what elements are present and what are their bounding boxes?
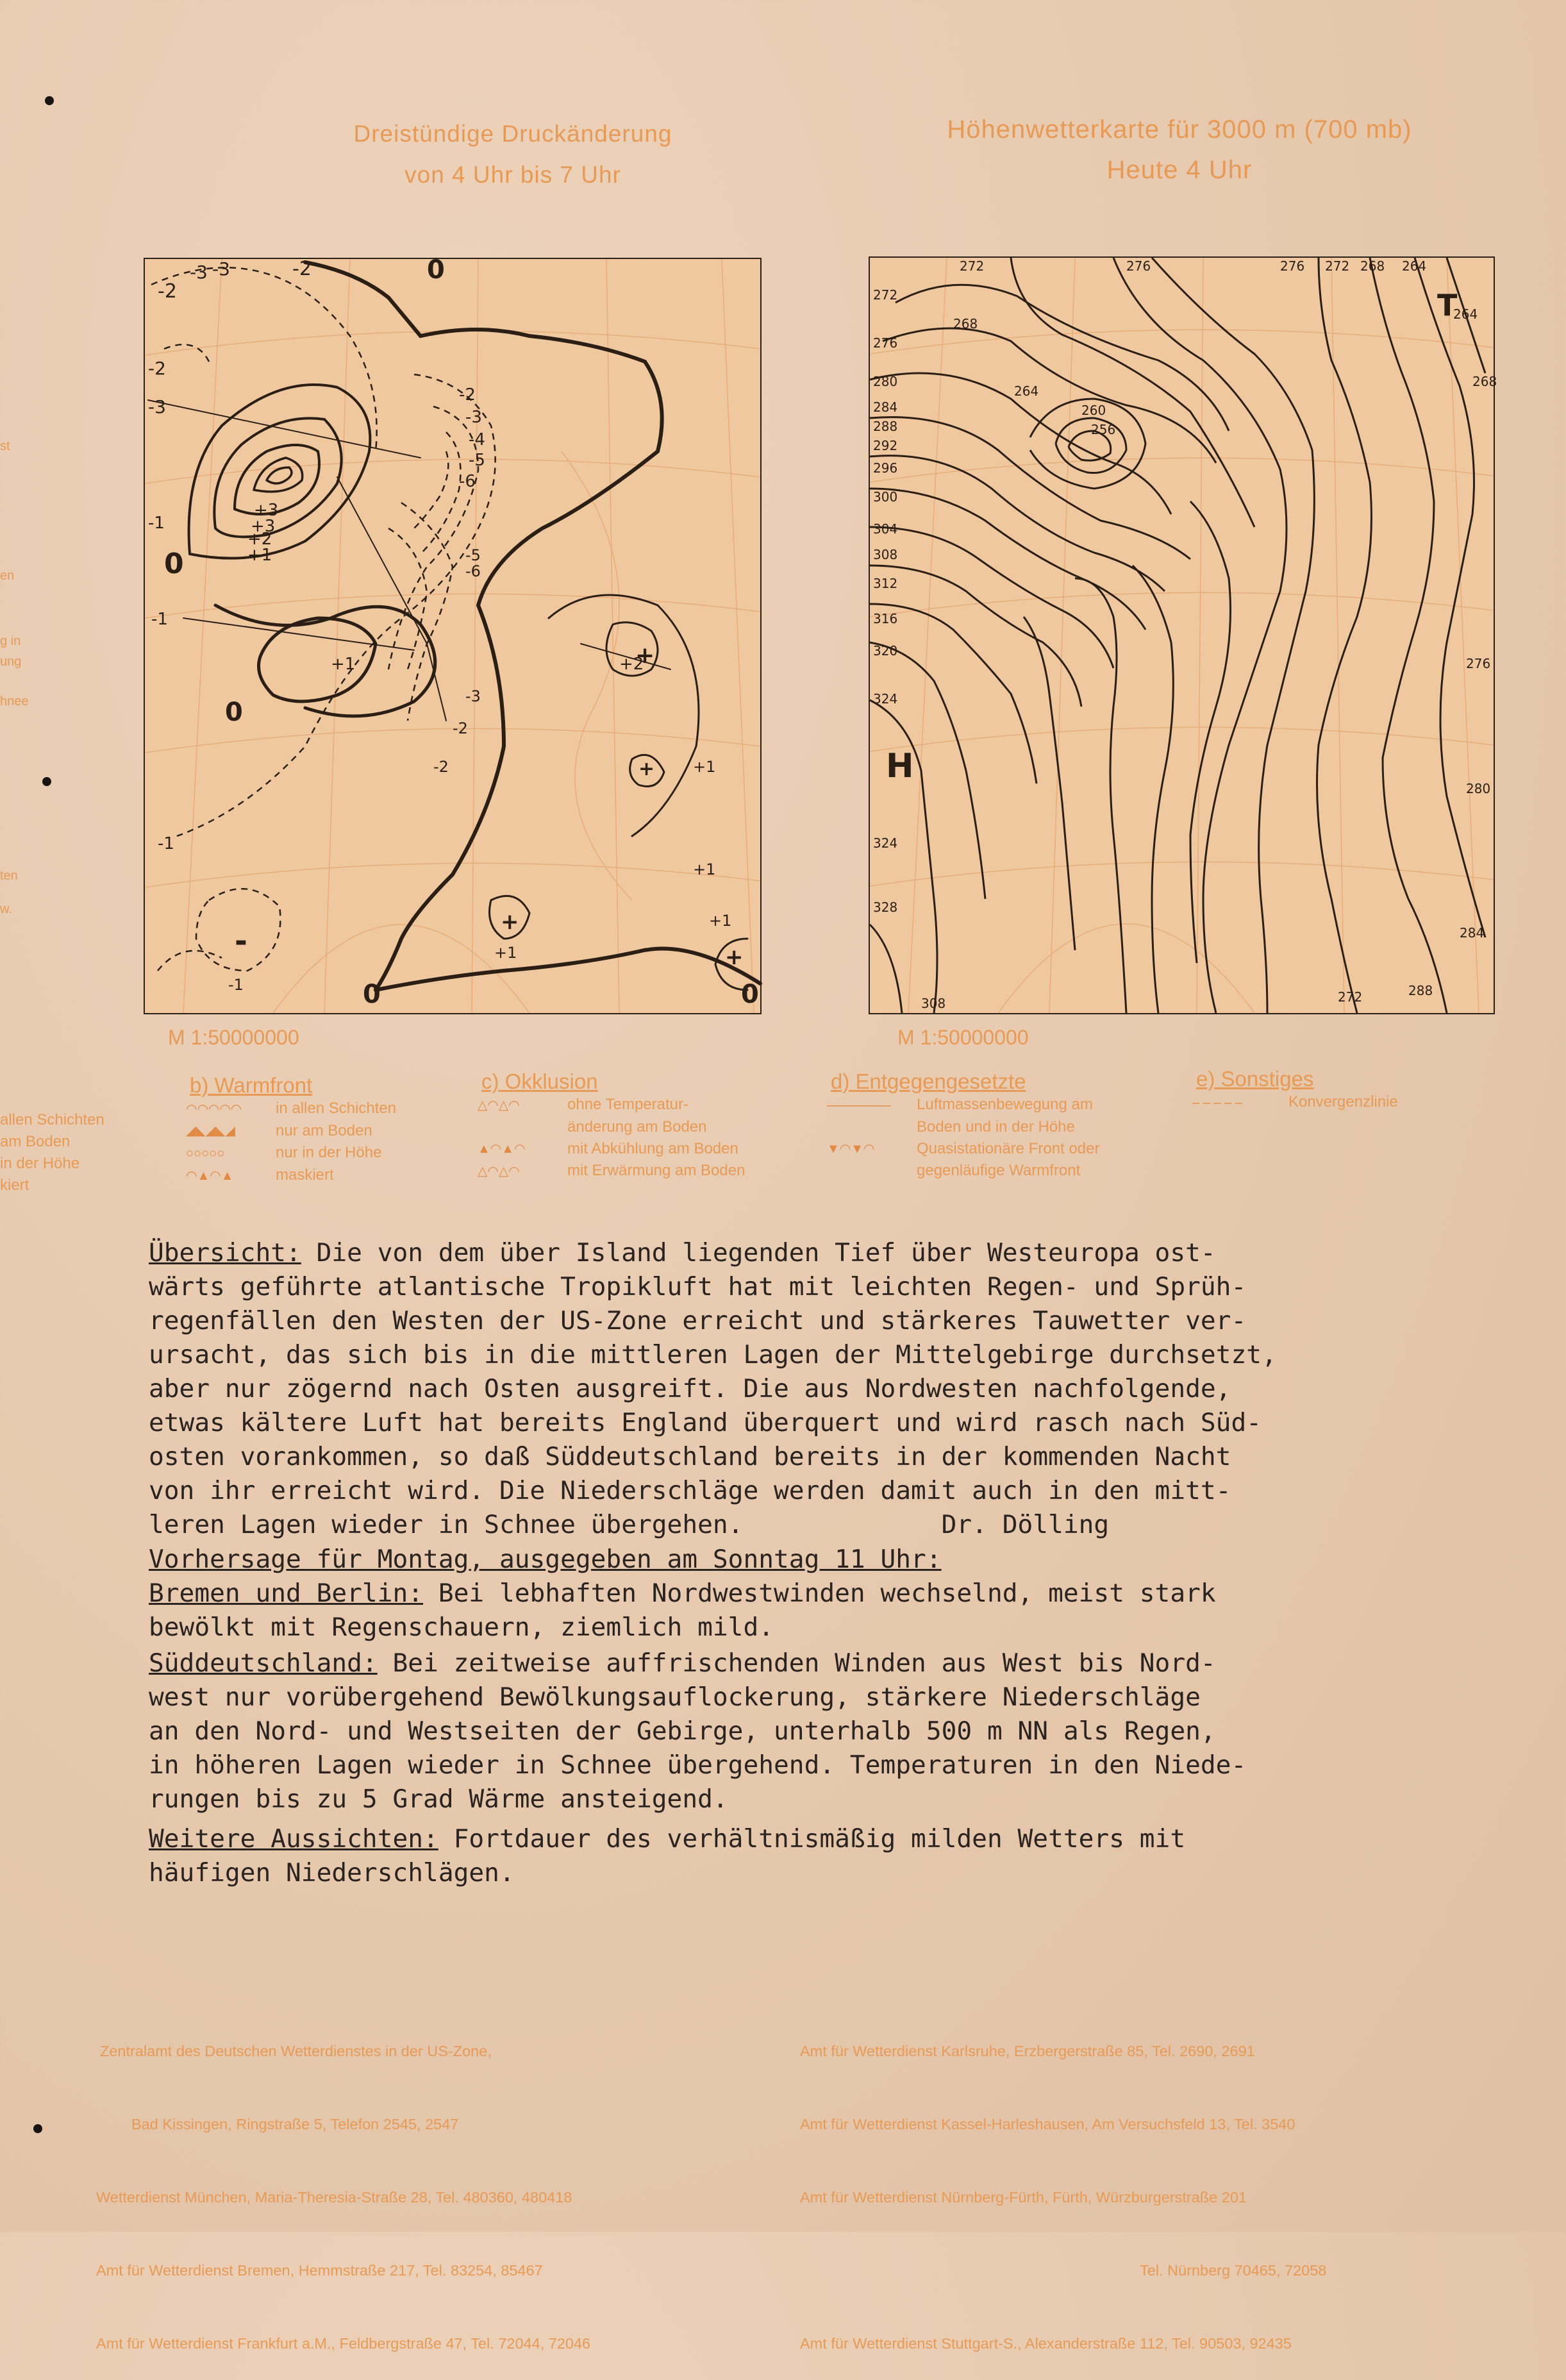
legend-okklusion xyxy=(478,1069,745,1182)
map-label: -2 xyxy=(148,358,166,379)
map-label: +2 xyxy=(247,530,272,549)
vorhersage-heading: Vorhersage für Montag, ausgegeben am Sonntag 11 Uhr: xyxy=(149,1545,942,1574)
legend-item: △◠△◠ ohne Temperatur- xyxy=(478,1094,745,1116)
margin-fragment: ten xyxy=(0,869,18,883)
aussichten-label: Weitere Aussichten: xyxy=(149,1824,438,1854)
sueddeutschland-section xyxy=(149,1647,1444,1816)
footer-line: Amt für Wetterdienst Frankfurt a.M., Feldbergstraße 47, Tel. 72044, 72046 xyxy=(96,2335,591,2352)
legend-item: ◢◣◢◣◢ nur am Boden xyxy=(186,1120,396,1143)
isoline-label: 324 xyxy=(873,835,898,851)
left-map-title xyxy=(269,121,756,189)
footer-right xyxy=(800,1990,1326,2380)
map-label: 0 xyxy=(363,980,381,1009)
legend-okklusion-title: c) Okklusion xyxy=(481,1069,598,1093)
map-label: 0 xyxy=(225,698,243,727)
legend-warmfront-title: b) Warmfront xyxy=(190,1073,313,1097)
isoline-label: 256 xyxy=(1091,422,1116,437)
map-label: -4 xyxy=(469,430,485,449)
margin-fragment: w. xyxy=(0,902,12,916)
margin-fragment: hnee xyxy=(0,694,29,708)
uebersicht-label: Übersicht: xyxy=(149,1238,301,1268)
map-label: +3 xyxy=(251,517,276,536)
right-map-title-line1: Höhenwetterkarte für 3000 m (700 mb) xyxy=(947,115,1412,144)
footer-line: Amt für Wetterdienst Bremen, Hemmstraße 217, Tel. 83254, 85467 xyxy=(96,2262,543,2279)
isoline-label: 288 xyxy=(873,419,898,434)
footer-line: Tel. Nürnberg 70465, 72058 xyxy=(1140,2262,1327,2279)
left-pressure-change-map xyxy=(144,255,762,1014)
map-label: -6 xyxy=(465,562,481,580)
margin-fragment: en xyxy=(0,569,15,583)
isoline-label: 276 xyxy=(1280,258,1305,274)
punch-hole-top xyxy=(45,96,54,105)
stationary-front-icon: ▼◠▼◠ xyxy=(827,1142,875,1157)
text-line: häufigen Niederschlägen. xyxy=(149,1858,515,1888)
map-label: -1 xyxy=(151,610,168,629)
legend-item: ▼◠▼◠ Quasistationäre Front oder xyxy=(827,1138,1099,1161)
map-label: -3 xyxy=(190,262,208,283)
isoline-label: 300 xyxy=(873,489,898,505)
isoline-label: 280 xyxy=(1466,781,1491,796)
text-line: rungen bis zu 5 Grad Wärme ansteigend. xyxy=(149,1784,728,1814)
isoline-label: 264 xyxy=(1402,258,1427,274)
legend-item: änderung am Boden xyxy=(567,1118,707,1136)
warmfront-symbol-icon: ◢◣◢◣◢ xyxy=(186,1124,235,1139)
footer-line: Amt für Wetterdienst Nürnberg-Fürth, Fürth, Würzburgerstraße 201 xyxy=(800,2189,1247,2206)
isoline-label: 264 xyxy=(1453,306,1478,322)
isoline-label: 288 xyxy=(1408,983,1433,998)
isoline-label: 316 xyxy=(873,611,898,626)
text-line: west nur vorübergehend Bewölkungsauflockerung, stärkere Niederschläge xyxy=(149,1682,1201,1712)
footer-left xyxy=(96,1990,590,2380)
map-label: +2 xyxy=(619,655,644,674)
isoline-label: 320 xyxy=(873,643,898,658)
legend-item: allen Schichten xyxy=(0,1111,104,1128)
legend-item: am Boden xyxy=(0,1133,71,1150)
text-line: an den Nord- und Westseiten der Gebirge, unterhalb 500 m NN als Regen, xyxy=(149,1716,1216,1746)
punch-hole-bottom xyxy=(33,2124,42,2133)
map-label: +1 xyxy=(709,912,732,930)
footer-line: Amt für Wetterdienst Kassel-Harleshausen, Am Versuchsfeld 13, Tel. 3540 xyxy=(800,2116,1295,2133)
left-map-title-line1: Dreistündige Druckänderung xyxy=(353,121,672,147)
occlusion-symbol-icon: ▲◠▲◠ xyxy=(478,1142,526,1157)
legend-partial-left xyxy=(0,1109,104,1196)
text-line: Fortdauer des verhältnismäßig milden Wetters mit xyxy=(438,1824,1186,1854)
punch-hole-middle xyxy=(42,777,51,786)
isoline-label: 328 xyxy=(873,900,898,915)
isoline-label: 276 xyxy=(1126,258,1151,274)
isoline-label: 260 xyxy=(1081,403,1106,418)
footer-line: Bad Kissingen, Ringstraße 5, Telefon 2545, 2547 xyxy=(131,2116,459,2133)
opposite-motion-line-icon: ――――― xyxy=(827,1098,891,1112)
map-label: + xyxy=(638,758,655,780)
footer-line: Amt für Wetterdienst Karlsruhe, Erzbergerstraße 85, Tel. 2690, 2691 xyxy=(800,2043,1255,2059)
right-upper-air-map xyxy=(869,256,1495,1014)
vorhersage-section xyxy=(149,1543,1444,1645)
map-label: -2 xyxy=(433,758,449,776)
low-pressure-mark: T xyxy=(1437,288,1458,323)
isoline-label: 296 xyxy=(873,460,898,476)
map-label: +1 xyxy=(693,758,716,776)
bremen-label: Bremen und Berlin: xyxy=(149,1579,424,1608)
map-label: +1 xyxy=(693,860,716,878)
text-line: etwas kältere Luft hat bereits England überquert und wird rasch nach Süd- xyxy=(149,1408,1262,1437)
isoline-label: 292 xyxy=(873,438,898,453)
map-label: - xyxy=(235,923,247,959)
isoline-label: 324 xyxy=(873,691,898,707)
sued-label: Süddeutschland: xyxy=(149,1648,378,1678)
isoline-label: 272 xyxy=(960,258,985,274)
left-map-scale: M 1:50000000 xyxy=(168,1026,299,1049)
isoline-label: 276 xyxy=(873,335,898,351)
map-label: -2 xyxy=(453,719,468,737)
legend-item: ――――― Luftmassenbewegung am xyxy=(827,1094,1099,1116)
legend-item: in der Höhe xyxy=(0,1155,80,1172)
text-line: aber nur zögernd nach Osten ausgreift. Die aus Nordwesten nachfolgende, xyxy=(149,1374,1231,1404)
text-line: bewölkt mit Regenschauern, ziemlich mild. xyxy=(149,1613,774,1642)
map-label: -3 xyxy=(465,408,482,427)
map-label: 0 xyxy=(427,255,445,285)
map-label: -3 xyxy=(212,258,230,280)
map-label: -2 xyxy=(158,280,177,303)
map-label: -1 xyxy=(228,976,244,994)
map-label: +1 xyxy=(331,655,356,674)
warmfront-symbol-icon: ◠▲◠▲ xyxy=(186,1168,234,1183)
legend-item: ◠◠◠◠◠ in allen Schichten xyxy=(186,1098,396,1120)
warmfront-symbol-icon: ◠◠◠◠◠ xyxy=(186,1102,242,1116)
legend-item: gegenläufige Warmfront xyxy=(917,1162,1081,1180)
isoline-label: 268 xyxy=(1472,374,1497,389)
aussichten-section xyxy=(149,1822,1444,1890)
occlusion-symbol-icon: △◠△◠ xyxy=(478,1098,520,1112)
legend-item: △◠△◠ mit Erwärmung am Boden xyxy=(478,1160,745,1182)
map-label: -5 xyxy=(465,546,481,564)
high-pressure-mark: H xyxy=(886,747,914,785)
right-map-graphic xyxy=(870,258,1497,1013)
map-label: -2 xyxy=(459,385,476,405)
map-label: + xyxy=(725,944,744,970)
text-line: von ihr erreicht wird. Die Niederschläge werden damit auch in den mitt- xyxy=(149,1476,1231,1505)
isoline-label: 272 xyxy=(873,287,898,303)
map-label: -3 xyxy=(148,396,166,417)
map-label: -1 xyxy=(158,834,174,853)
right-map-title xyxy=(878,115,1481,185)
map-label: + xyxy=(635,642,655,669)
isoline-label: 308 xyxy=(921,996,946,1011)
map-label: -1 xyxy=(148,514,165,533)
map-label: -2 xyxy=(292,258,312,280)
map-label: +3 xyxy=(254,501,279,520)
map-label: +1 xyxy=(247,546,272,565)
convergence-line-icon: – – – – – xyxy=(1192,1095,1242,1110)
isoline-label: 268 xyxy=(1360,258,1385,274)
legend-sonstiges xyxy=(1192,1067,1398,1114)
map-label: 0 xyxy=(741,980,759,1009)
isoline-label: 304 xyxy=(873,521,898,537)
map-label: -6 xyxy=(459,472,476,491)
text-line: wärts geführte atlantische Tropikluft hat mit leichten Regen- und Sprüh- xyxy=(149,1272,1247,1302)
text-line: ursacht, das sich bis in die mittleren Lagen der Mittelgebirge durchsetzt, xyxy=(149,1340,1277,1370)
legend-item: kiert xyxy=(0,1177,29,1194)
legend-warmfront xyxy=(186,1073,396,1187)
isoline-label: 272 xyxy=(1325,258,1350,274)
isoline-label: 276 xyxy=(1466,656,1491,671)
occlusion-symbol-icon: △◠△◠ xyxy=(478,1164,520,1178)
text-line: regenfällen den Westen der US-Zone erreicht und stärkeres Tauwetter ver- xyxy=(149,1306,1247,1336)
legend-sonstiges-title: e) Sonstiges xyxy=(1196,1067,1314,1091)
isoline-label: 284 xyxy=(1460,925,1485,941)
text-line: in höheren Lagen wieder in Schnee übergehend. Temperaturen in den Niede- xyxy=(149,1750,1247,1780)
margin-fragment: g in xyxy=(0,634,21,648)
legend-item: Boden und in der Höhe xyxy=(917,1118,1075,1136)
margin-fragments xyxy=(0,436,29,919)
legend-entgegengesetzte xyxy=(827,1069,1099,1182)
footer-line: Zentralamt des Deutschen Wetterdienstes in der US-Zone, xyxy=(100,2043,492,2059)
text-line: Bei zeitweise auffrischenden Winden aus West bis Nord- xyxy=(377,1648,1216,1678)
left-map-graphic xyxy=(145,255,760,1013)
legend-item: ○○○○○ nur in der Höhe xyxy=(186,1142,396,1164)
right-map-scale: M 1:50000000 xyxy=(897,1026,1029,1049)
legend-item: ▲◠▲◠ mit Abkühlung am Boden xyxy=(478,1138,745,1161)
isoline-label: 284 xyxy=(873,399,898,415)
text-line: osten vorankommen, so daß Süddeutschland bereits in der kommenden Nacht xyxy=(149,1442,1231,1471)
legend-item: ◠▲◠▲ maskiert xyxy=(186,1164,396,1187)
right-map-title-line2: Heute 4 Uhr xyxy=(1106,156,1253,184)
map-label: -3 xyxy=(465,687,481,705)
footer-line: Amt für Wetterdienst Stuttgart-S., Alexanderstraße 112, Tel. 90503, 92435 xyxy=(800,2335,1292,2352)
uebersicht-section xyxy=(149,1236,1444,1542)
map-label: + xyxy=(501,909,519,935)
text-line: Bei lebhaften Nordwestwinden wechselnd, meist stark xyxy=(423,1579,1216,1608)
isoline-label: 264 xyxy=(1014,383,1039,399)
isoline-label: 308 xyxy=(873,547,898,562)
text-line: leren Lagen wieder in Schnee übergehen. Dr. Dölling xyxy=(149,1510,1110,1539)
footer-line: Wetterdienst München, Maria-Theresia-Straße 28, Tel. 480360, 480418 xyxy=(96,2189,572,2206)
isoline-label: 268 xyxy=(953,316,978,331)
map-label: +1 xyxy=(494,944,517,962)
legend-item: – – – – – Konvergenzlinie xyxy=(1192,1091,1398,1114)
margin-fragment: st xyxy=(0,439,10,453)
map-label: -5 xyxy=(469,451,485,470)
legend-entgegengesetzte-title: d) Entgegengesetzte xyxy=(831,1069,1026,1093)
isoline-label: 272 xyxy=(1338,989,1363,1005)
isoline-label: 280 xyxy=(873,374,898,389)
isoline-label: 312 xyxy=(873,576,898,591)
left-map-title-line2: von 4 Uhr bis 7 Uhr xyxy=(404,162,621,188)
text-line: Die von dem über Island liegenden Tief über Westeuropa ost- xyxy=(301,1238,1216,1268)
margin-fragment: ung xyxy=(0,655,22,669)
map-label: 0 xyxy=(164,548,184,580)
warmfront-symbol-icon: ○○○○○ xyxy=(186,1146,225,1161)
